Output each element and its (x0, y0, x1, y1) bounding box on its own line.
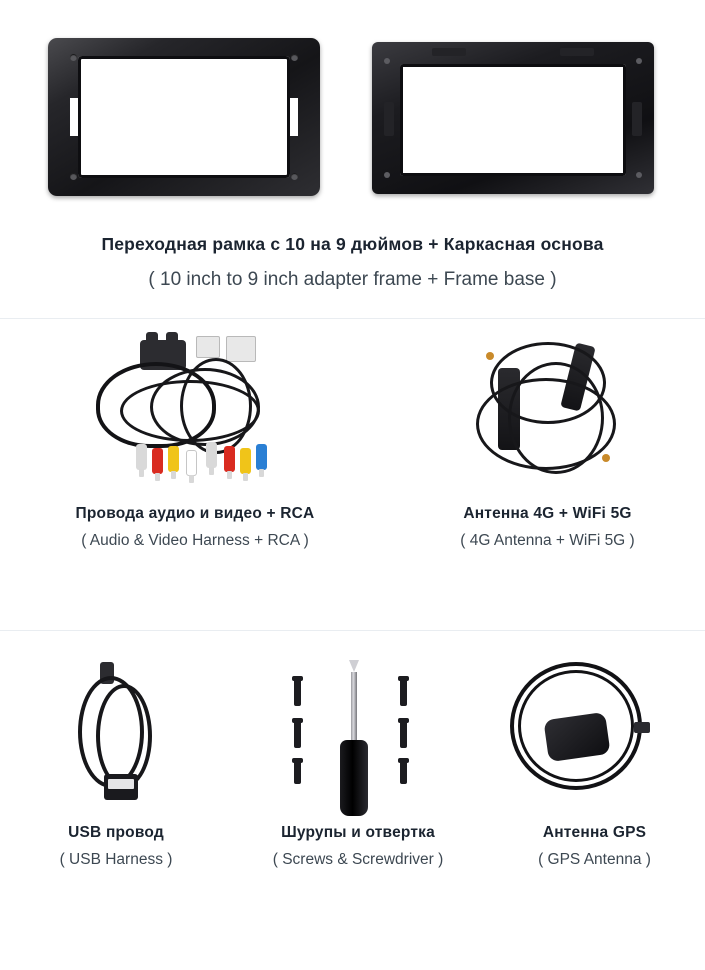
gps-antenna-image (484, 638, 705, 818)
usb-caption-ru: USB провод (68, 824, 164, 841)
divider-1 (0, 318, 705, 319)
antenna-caption-en: ( 4G Antenna + WiFi 5G ) (460, 532, 635, 549)
item-usb-harness (0, 638, 232, 869)
frames-caption-en: ( 10 inch to 9 inch adapter frame + Frame base ) (148, 269, 557, 290)
section-row-three (0, 638, 705, 938)
item-4g-wifi-antenna (390, 322, 705, 550)
item-screws-screwdriver (232, 638, 484, 869)
screws-caption-ru: Шурупы и отвертка (281, 824, 435, 841)
audio-video-harness-image (0, 322, 390, 497)
adapter-frame-image (48, 38, 320, 196)
item-audio-video-harness (0, 322, 390, 550)
gps-caption-ru: Антенна GPS (542, 824, 647, 841)
harness-caption-en: ( Audio & Video Harness + RCA ) (81, 532, 309, 549)
divider-2 (0, 630, 705, 631)
frame-base-image (372, 42, 654, 194)
harness-caption-ru: Провода аудио и видео + RCA (75, 505, 315, 522)
item-gps-antenna (484, 638, 705, 869)
section-row-two (0, 322, 705, 602)
frames-illustration (0, 28, 705, 208)
screws-screwdriver-image (232, 638, 484, 818)
usb-harness-image (0, 638, 232, 818)
antenna-4g-wifi-image (390, 322, 705, 497)
usb-caption-en: ( USB Harness ) (59, 851, 173, 868)
screws-caption-en: ( Screws & Screwdriver ) (272, 851, 444, 868)
gps-caption-en: ( GPS Antenna ) (538, 851, 651, 868)
section-frames (0, 0, 705, 300)
frames-caption-ru: Переходная рамка с 10 на 9 дюймов + Каркасная основа (101, 234, 604, 254)
antenna-caption-ru: Антенна 4G + WiFi 5G (463, 505, 632, 522)
